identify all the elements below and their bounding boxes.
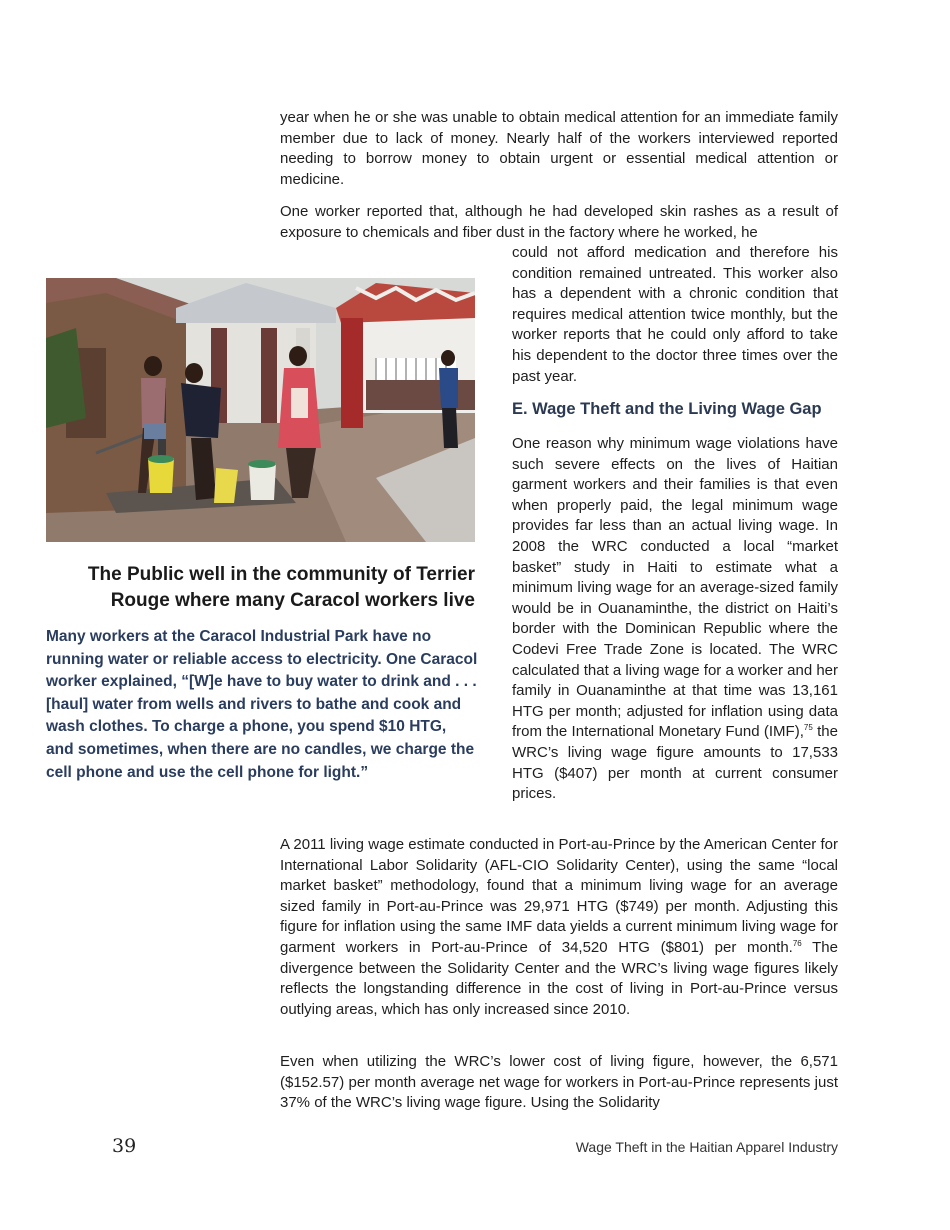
- well-photo: [46, 278, 475, 542]
- footnote-ref-76: 76: [792, 938, 802, 948]
- body-paragraph-2: One worker reported that, although he had developed skin rashes as a result of exposure to chemicals and fiber dust in the factory where he worked, he: [280, 203, 838, 241]
- paragraph-text: A 2011 living wage estimate conducted in Port-au-Prince by the American Center for International Labor Solidarity (AFL-CIO Solidarity Center), using the same “local market basket” methodology, found that a minimum living wage for an average sized family in Port-au-Prince was 29,971 HTG ($749) per month. Adjusting this figure for inflation using the same IMF data yields a current minimum living wage for garment workers in Port-au-Prince of 34,520 HTG ($801) per month.: [280, 836, 838, 956]
- paragraph-text: One reason why minimum wage violations have such severe effects on the lives of Haitian garment workers and their families is that even when properly paid, the legal minimum wage provides far less than an actual living wage. In 2008 the WRC conducted a local “market basket” study in Haiti to estimate what a minimum living wage for an average-sized family would be in Ouanaminthe, the district on Haiti’s border with the Dominican Republic where the Codevi Free Trade Zone is located. The WRC calculated that a living wage for a worker and her family in Ouanaminthe at that time was 13,161 HTG per month; adjusted for inflation using data from the International Monetary Fund (IMF),: [512, 435, 839, 741]
- paragraph-text: the WRC’s living wage figure amounts to 17,533 HTG ($407) per month at current consumer prices.: [512, 723, 838, 803]
- body-paragraph-3: could not afford medication and therefore his condition remained untreated. This worker also has a dependent with a chronic condition that requires medical attention twice monthly, but the worker reports that he could only afford to take his dependent to the doctor three times over the past year.: [512, 244, 838, 385]
- body-paragraph-5: [280, 835, 838, 1020]
- footnote-ref-75: 75: [803, 723, 813, 733]
- body-paragraph-6: Even when utilizing the WRC’s lower cost of living figure, however, the 6,571 ($152.57) per month average net wage for workers in Port-au-Prince represents just 37% of the WRC’s living wage figure. Using the Solidarity: [280, 1053, 838, 1112]
- body-paragraph-4: [512, 434, 838, 805]
- body-paragraph-1: year when he or she was unable to obtain medical attention for an immediate family member due to lack of money. Nearly half of the workers interviewed reported needing to borrow money to obtain urgent or essential medical attention or medicine.: [280, 109, 838, 188]
- page-number: 39: [112, 1135, 137, 1157]
- photo-caption: The Public well in the community of Terrier Rouge where many Caracol workers live: [87, 564, 475, 611]
- section-heading: E. Wage Theft and the Living Wage Gap: [512, 400, 822, 418]
- running-footer-title: Wage Theft in the Haitian Apparel Industry: [575, 1139, 838, 1155]
- pull-quote: Many workers at the Caracol Industrial Park have no running water or reliable access to electricity. One Caracol worker explained, “[W]e have to buy water to drink and . . . [haul] water from wells and rivers to bathe and cook and wash clothes. To charge a phone, you spend $10 HTG, and sometimes, when there are no candles, we charge the cell phone and use the cell phone for light.”: [46, 628, 478, 781]
- paragraph-text: The divergence between the Solidarity Center and the WRC’s living wage figures likely reflects the longstanding difference in the cost of living in Port-au-Prince versus outlying areas, which has only increased since 2010.: [280, 938, 838, 1018]
